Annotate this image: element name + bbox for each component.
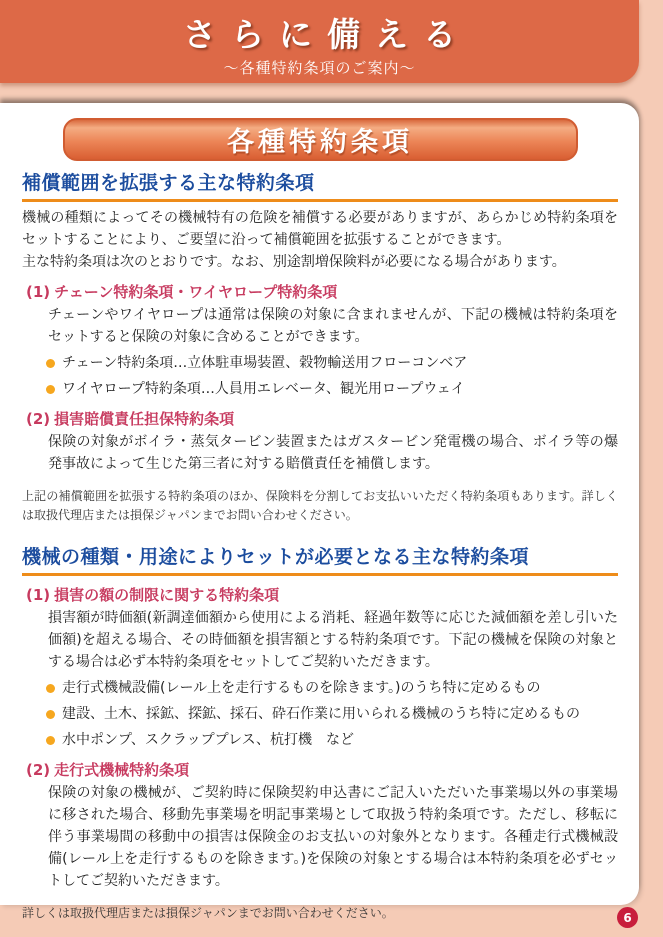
- item-number: (1): [26, 586, 51, 604]
- page-title: さらに備える: [183, 15, 471, 54]
- page-number-badge: 6: [617, 907, 638, 928]
- item-title: チェーン特約条項・ワイヤロープ特約条項: [54, 283, 338, 301]
- list-item: [46, 730, 618, 751]
- section1-item2-heading: [26, 409, 618, 429]
- list-item: [46, 353, 618, 374]
- section1-item2-body: 保険の対象がボイラ・蒸気タービン装置またはガスタービン発電機の場合、ボイラ等の爆発事故によって生じた第三者に対する賠償責任を補償します。: [48, 434, 618, 472]
- section-banner: [63, 118, 578, 161]
- content-card: [0, 103, 639, 920]
- section2-item2-body: 保険の対象の機械が、ご契約時に保険契約申込書にご記入いただいた事業場以外の事業場に移された場合、移動先事業場を明記事業場として取扱う特約条項です。ただし、移転に伴う事業場間の移動中の損害は保険金のお支払いの対象外となります。各種走行式機械設備(レール上を走行するものを除きます。)を保険の対象とする場合は本特約条項を必ずセットしてご契約いただきます。: [48, 785, 618, 889]
- page-subtitle: ～各種特約条項のご案内～: [223, 59, 416, 77]
- section2-item2-heading: [26, 760, 618, 780]
- section1-note: 上記の補償範囲を拡張する特約条項のほか、保険料を分割してお支払いいただく特約条項もあります。詳しくは取扱代理店または損保ジャパンまでお問い合わせください。: [22, 489, 618, 522]
- bullet-icon: [46, 385, 55, 394]
- section1-item1-body: チェーンやワイヤロープは通常は保険の対象に含まれませんが、下記の機械は特約条項をセットすると保険の対象に含めることができます。: [48, 307, 618, 345]
- bullet-text: ワイヤロープ特約条項…人員用エレベータ、観光用ロープウェイ: [62, 381, 465, 397]
- section2-item1-heading: [26, 585, 618, 605]
- item-title: 走行式機械特約条項: [54, 761, 190, 779]
- section2-item1-body: 損害額が時価額(新調達価額から使用による消耗、経過年数等に応じた減価額を差し引いた価額)を超える場合、その時価額を損害額とする特約条項です。下記の機械を保険の対象とする場合は必ず本特約条項をセットしてご契約いただきます。: [48, 610, 618, 670]
- item-number: (1): [26, 283, 51, 301]
- section2-note: 詳しくは取扱代理店または損保ジャパンまでお問い合わせください。: [22, 906, 394, 920]
- section1-heading-rule: [22, 199, 618, 202]
- section2-heading: 機械の種類・用途によりセットが必要となる主な特約条項: [22, 546, 530, 568]
- section1-heading: 補償範囲を拡張する主な特約条項: [22, 172, 315, 194]
- item-title: 損害の額の制限に関する特約条項: [54, 586, 280, 604]
- bullet-text: 走行式機械設備(レール上を走行するものを除きます。)のうち特に定めるもの: [62, 680, 541, 696]
- section-banner-label: 各種特約条項: [227, 127, 413, 158]
- list-item: [46, 704, 618, 725]
- section1-intro-1: 機械の種類によってその機械特有の危険を補償する必要がありますが、あらかじめ特約条項をセットすることにより、ご要望に沿って補償範囲を拡張することができます。: [22, 210, 618, 248]
- bullet-icon: [46, 710, 55, 719]
- bullet-icon: [46, 736, 55, 745]
- list-item: [46, 379, 618, 400]
- bullet-icon: [46, 359, 55, 368]
- item-number: (2): [26, 761, 51, 779]
- list-item: [46, 678, 618, 699]
- section1-intro-2: 主な特約条項は次のとおりです。なお、別途割増保険料が必要になる場合があります。: [22, 254, 566, 270]
- item-number: (2): [26, 410, 51, 428]
- header-banner: [0, 0, 639, 83]
- item-title: 損害賠償責任担保特約条項: [54, 410, 235, 428]
- bullet-text: 建設、土木、採鉱、探鉱、採石、砕石作業に用いられる機械のうち特に定めるもの: [62, 706, 580, 722]
- section2-heading-rule: [22, 573, 618, 576]
- bullet-text: 水中ポンプ、スクラッププレス、杭打機 など: [62, 732, 355, 748]
- section1-item1-heading: [26, 282, 618, 302]
- bullet-icon: [46, 684, 55, 693]
- bullet-text: チェーン特約条項…立体駐車場装置、穀物輸送用フローコンベア: [62, 355, 468, 371]
